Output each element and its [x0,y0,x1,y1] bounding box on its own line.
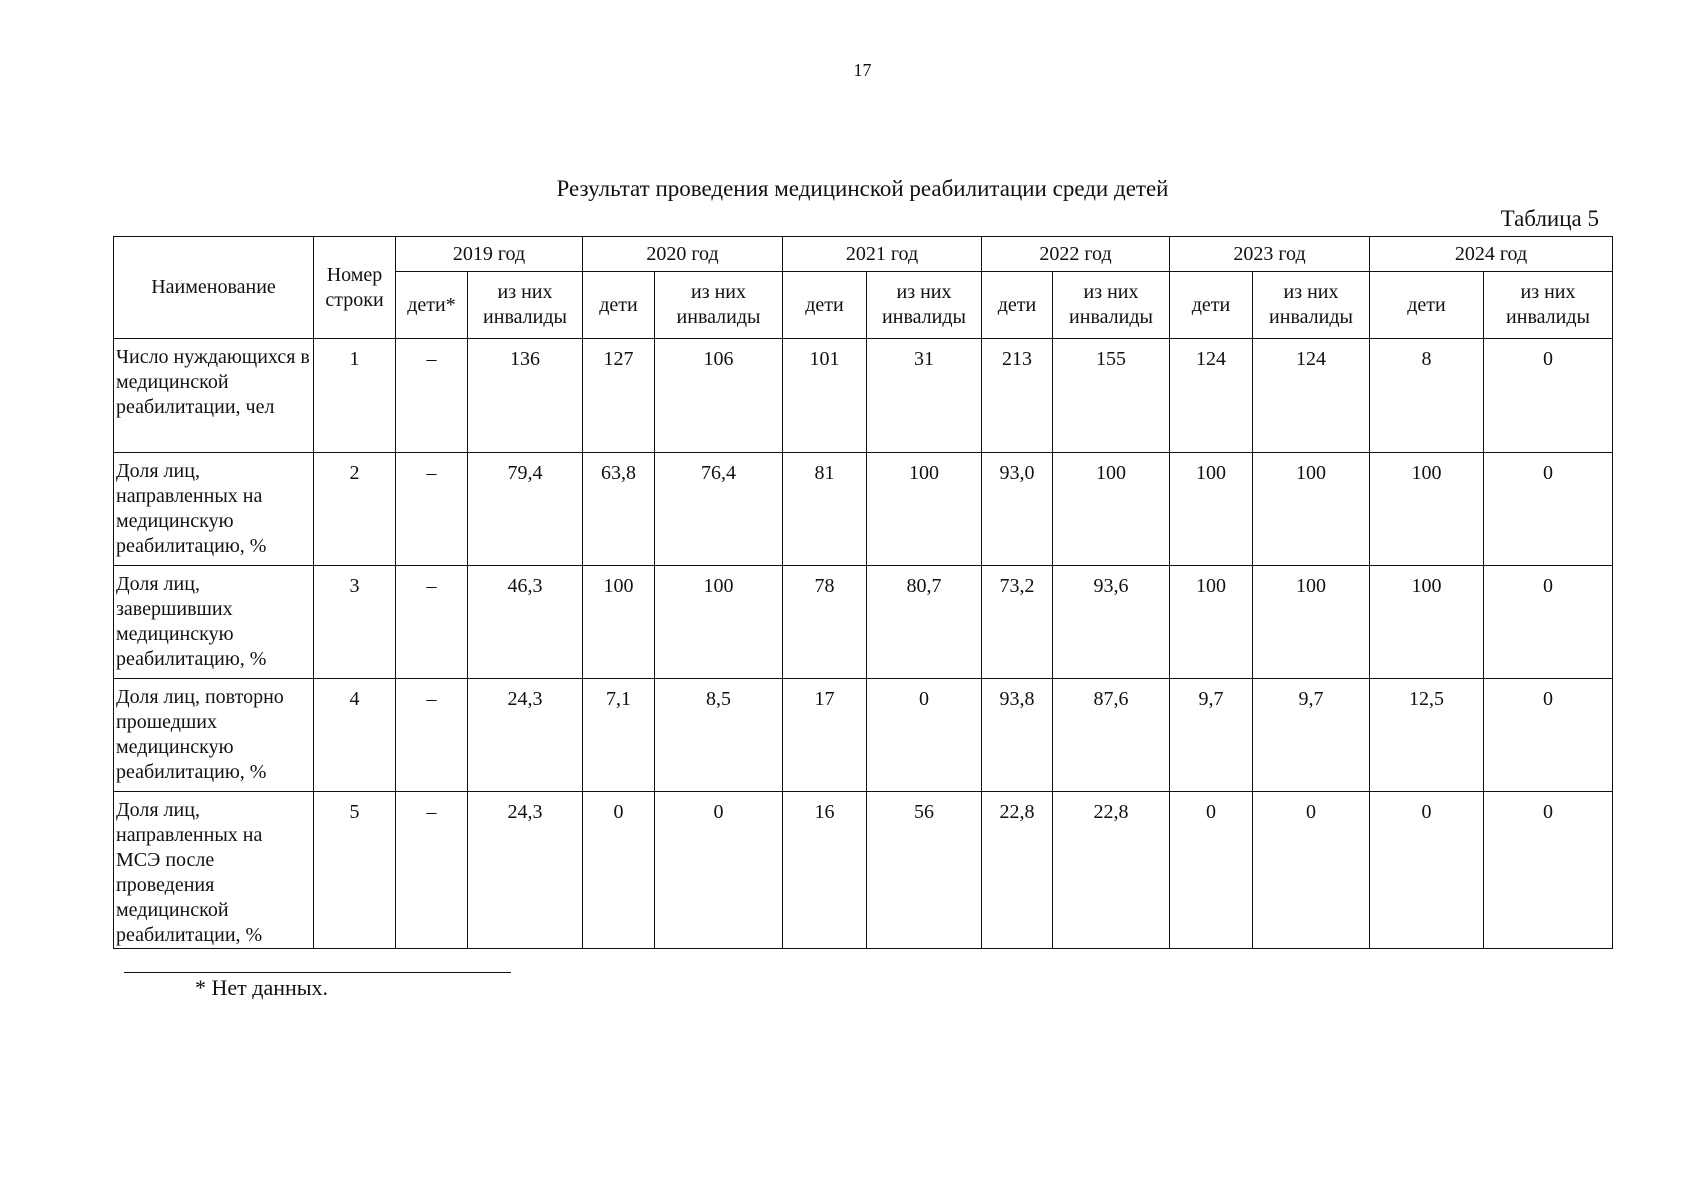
value-cell: 12,5 [1370,679,1484,792]
table-row [114,792,1613,949]
value-cell: 213 [982,339,1053,453]
value-cell: 22,8 [1053,792,1170,949]
row-name-cell: Доля лиц, повторно прошедших медицинскую реабилитацию, % [114,679,314,792]
table-row [114,679,1613,792]
value-cell: 76,4 [655,453,783,566]
header-children-2022: дети [982,272,1053,339]
value-cell: 0 [1370,792,1484,949]
value-cell: 63,8 [583,453,655,566]
value-cell: 100 [1053,453,1170,566]
row-number-cell: 4 [314,679,396,792]
value-cell: – [396,453,468,566]
table-row [114,339,1613,453]
table-row [114,566,1613,679]
header-row-number: Номер строки [314,237,396,339]
value-cell: 101 [783,339,867,453]
row-name-cell: Доля лиц, завершивших медицинскую реабилитацию, % [114,566,314,679]
value-cell: 100 [1370,453,1484,566]
document-title: Результат проведения медицинской реабилитации среди детей [556,176,1169,201]
header-year-2022: 2022 год [982,237,1170,272]
value-cell: 155 [1053,339,1170,453]
header-children-2021: дети [783,272,867,339]
header-year-2023: 2023 год [1170,237,1370,272]
header-disabled-2023: из них инвалиды [1253,272,1370,339]
header-disabled-2019: из них инвалиды [468,272,583,339]
value-cell: 7,1 [583,679,655,792]
header-year-2019: 2019 год [396,237,583,272]
header-year-2021: 2021 год [783,237,982,272]
value-cell: 81 [783,453,867,566]
header-children-2020: дети [583,272,655,339]
value-cell: 80,7 [867,566,982,679]
value-cell: 78 [783,566,867,679]
footnote: * Нет данных. [195,975,329,1000]
header-year-2024: 2024 год [1370,237,1613,272]
row-number-cell: 5 [314,792,396,949]
row-number-cell: 1 [314,339,396,453]
header-disabled-2022: из них инвалиды [1053,272,1170,339]
value-cell: 17 [783,679,867,792]
value-cell: 100 [1253,566,1370,679]
value-cell: 0 [583,792,655,949]
header-children-2023: дети [1170,272,1253,339]
header-name: Наименование [114,237,314,339]
value-cell: 24,3 [468,679,583,792]
value-cell: 124 [1253,339,1370,453]
value-cell: 79,4 [468,453,583,566]
row-number-cell: 2 [314,453,396,566]
value-cell: 100 [1170,453,1253,566]
value-cell: 93,8 [982,679,1053,792]
value-cell: 100 [1370,566,1484,679]
value-cell: 31 [867,339,982,453]
value-cell: 0 [1484,679,1613,792]
value-cell: 0 [1484,792,1613,949]
value-cell: 100 [867,453,982,566]
value-cell: 124 [1170,339,1253,453]
row-name-cell: Доля лиц, направленных на МСЭ после проведения медицинской реабилитации, % [114,792,314,949]
value-cell: 93,0 [982,453,1053,566]
page-number: 17 [853,60,872,80]
value-cell: 93,6 [1053,566,1170,679]
rehabilitation-results-table [113,236,1613,949]
value-cell: 9,7 [1253,679,1370,792]
header-disabled-2021: из них инвалиды [867,272,982,339]
value-cell: 100 [1170,566,1253,679]
value-cell: 56 [867,792,982,949]
value-cell: 106 [655,339,783,453]
value-cell: – [396,339,468,453]
value-cell: 127 [583,339,655,453]
value-cell: 0 [1170,792,1253,949]
header-disabled-2024: из них инвалиды [1484,272,1613,339]
value-cell: 87,6 [1053,679,1170,792]
header-children-2019: дети* [396,272,468,339]
value-cell: 8,5 [655,679,783,792]
row-number-cell: 3 [314,566,396,679]
value-cell: 0 [655,792,783,949]
table-label: Таблица 5 [1500,206,1599,231]
header-row-years [114,237,1613,272]
value-cell: 73,2 [982,566,1053,679]
header-disabled-2020: из них инвалиды [655,272,783,339]
value-cell: – [396,566,468,679]
value-cell: 8 [1370,339,1484,453]
header-year-2020: 2020 год [583,237,783,272]
value-cell: 136 [468,339,583,453]
footnote-divider [124,972,511,973]
value-cell: – [396,679,468,792]
value-cell: 0 [1484,453,1613,566]
value-cell: 16 [783,792,867,949]
value-cell: 100 [1253,453,1370,566]
value-cell: 9,7 [1170,679,1253,792]
value-cell: 46,3 [468,566,583,679]
value-cell: 0 [1484,339,1613,453]
value-cell: 100 [583,566,655,679]
value-cell: – [396,792,468,949]
value-cell: 0 [1484,566,1613,679]
value-cell: 22,8 [982,792,1053,949]
header-children-2024: дети [1370,272,1484,339]
row-name-cell: Доля лиц, направленных на медицинскую реабилитацию, % [114,453,314,566]
row-name-cell: Число нуждающихся в медицинской реабилитации, чел [114,339,314,453]
table-row [114,453,1613,566]
value-cell: 24,3 [468,792,583,949]
value-cell: 0 [1253,792,1370,949]
value-cell: 0 [867,679,982,792]
value-cell: 100 [655,566,783,679]
